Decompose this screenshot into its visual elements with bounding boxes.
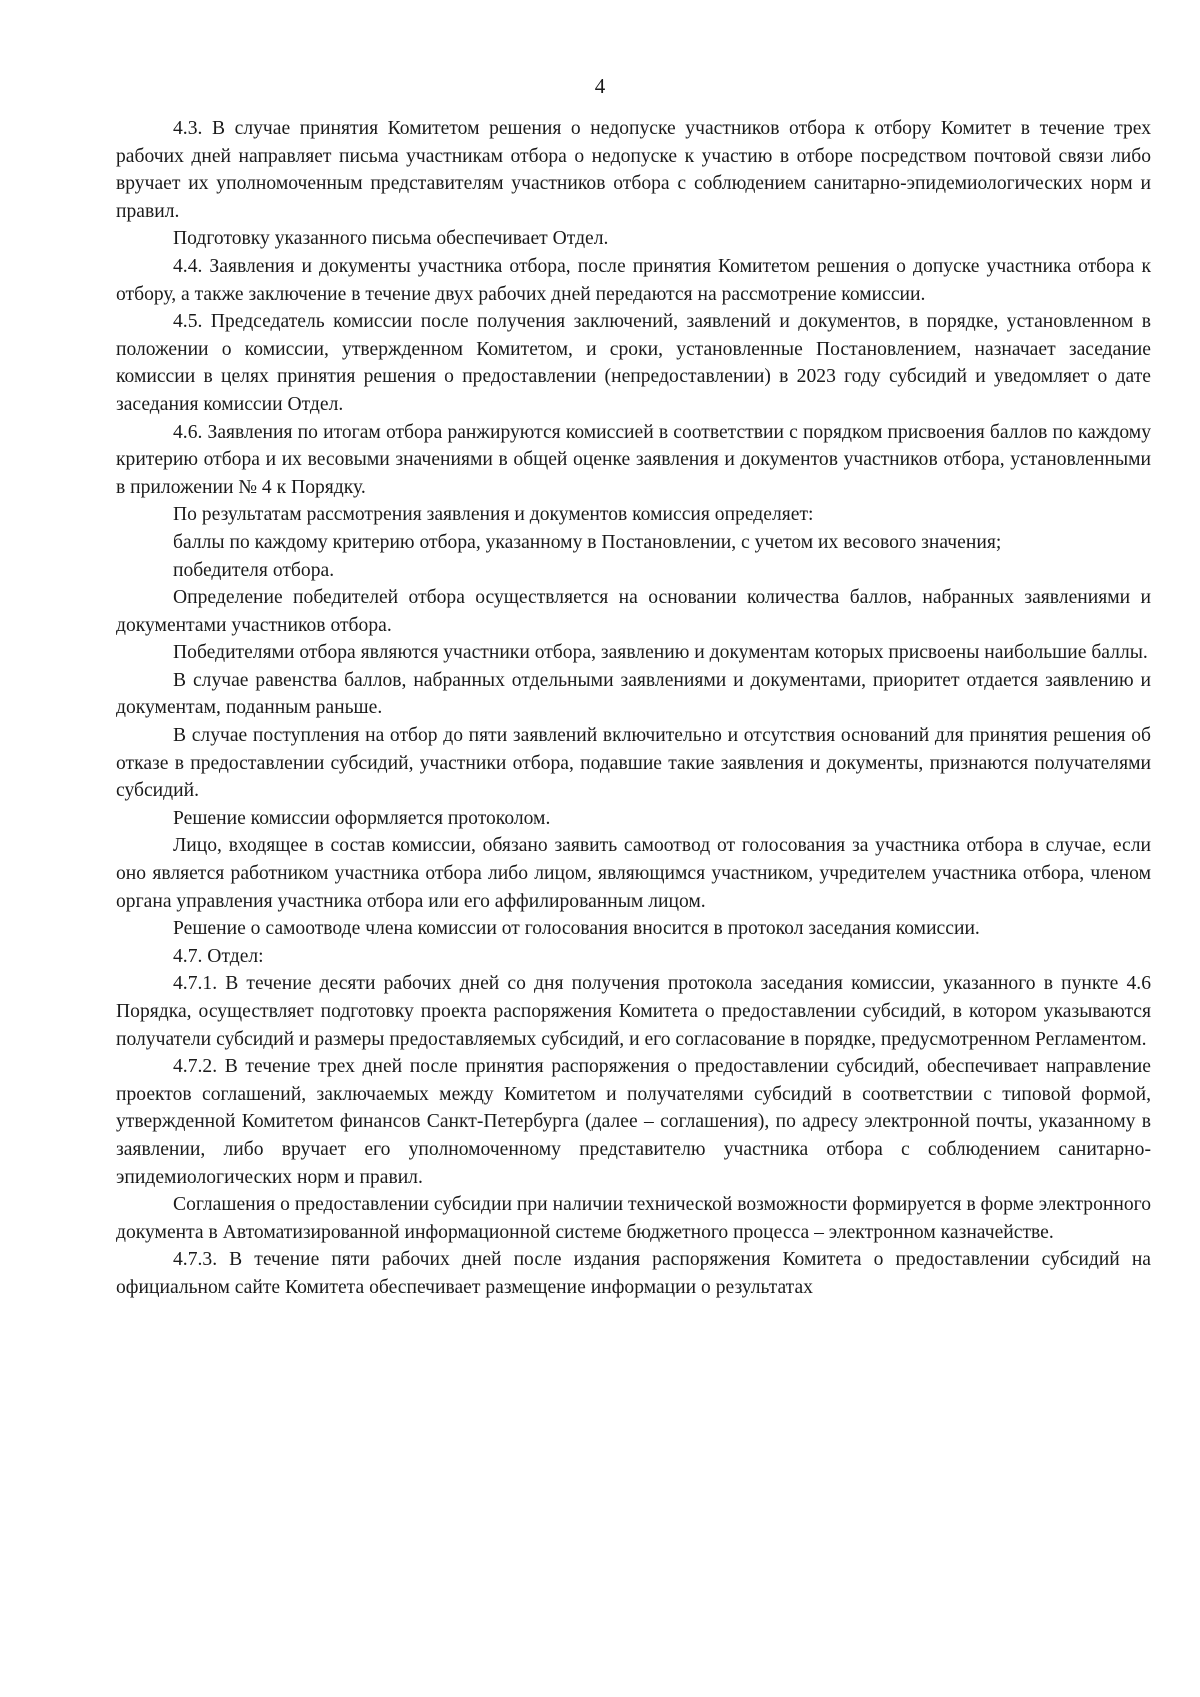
paragraph-five-applications: В случае поступления на отбор до пяти заявлений включительно и отсутствия оснований для принятия решения об отказе в предоставлении субсидий, участники отбора, подавшие такие заявления и документы, признаются получателями субсидий. xyxy=(116,725,1151,802)
paragraph-4-5: 4.5. Председатель комиссии после получения заключений, заявлений и документов, в порядке, установленном в положении о комиссии, утвержденном Комитетом, и сроки, установленные Постановлением, назначает заседание комиссии в целях принятия решения о предоставлении (непредоставлении) в 2023 году субсидий и уведомляет о дате заседания комиссии Отдел. xyxy=(116,311,1151,415)
paragraph-winners-definition: Победителями отбора являются участники отбора, заявлению и документам которых присвоены наибольшие баллы. xyxy=(173,642,1148,664)
page-number: 4 xyxy=(594,74,606,98)
paragraph-4-3: 4.3. В случае принятия Комитетом решения о недопуске участников отбора к отбору Комитет в течение трех рабочих дней направляет письма участникам отбора о недопуске к участию в отборе посредством почтовой связи либо вручает их уполномоченным представителям участников отбора с соблюдением санитарно-эпидемиологических норм и правил. xyxy=(116,118,1151,222)
paragraph-recusal-record: Решение о самоотводе члена комиссии от голосования вносится в протокол заседания комиссии. xyxy=(173,918,980,940)
paragraph-4-7-3: 4.7.3. В течение пяти рабочих дней после издания распоряжения Комитета о предоставлении субсидий на официальном сайте Комитета обеспечивает размещение информации о результатах xyxy=(116,1249,1151,1298)
paragraph-review-results: По результатам рассмотрения заявления и документов комиссия определяет: xyxy=(173,504,814,526)
paragraph-winner-determination: Определение победителей отбора осуществляется на основании количества баллов, набранных заявлениями и документами участников отбора. xyxy=(116,587,1151,636)
paragraph-criteria-scores: баллы по каждому критерию отбора, указанному в Постановлении, с учетом их весового значения; xyxy=(173,531,1002,553)
paragraph-letter-preparation: Подготовку указанного письма обеспечивает Отдел. xyxy=(173,228,609,250)
document-body xyxy=(116,115,1151,1302)
paragraph-protocol: Решение комиссии оформляется протоколом. xyxy=(173,807,551,829)
paragraph-4-7-1: 4.7.1. В течение десяти рабочих дней со дня получения протокола заседания комиссии, указанного в пункте 4.6 Порядка, осуществляет подготовку проекта распоряжения Комитета о предоставлении субсидий, в котором указываются получатели субсидий и размеры предоставляемых субсидий, и его согласование в порядке, предусмотренном Регламентом. xyxy=(116,973,1151,1050)
paragraph-equal-scores: В случае равенства баллов, набранных отдельными заявлениями и документами, приоритет отдается заявлению и документам, поданным раньше. xyxy=(116,669,1151,719)
paragraph-4-7: 4.7. Отдел: xyxy=(173,945,264,967)
paragraph-recusal-obligation: Лицо, входящее в состав комиссии, обязано заявить самоотвод от голосования за участника отбора в случае, если оно является работником участника отбора либо лицом, являющимся участником, учредителем участника отбора, членом органа управления участника отбора или его аффилированным лицом. xyxy=(116,835,1151,912)
paragraph-4-4: 4.4. Заявления и документы участника отбора, после принятия Комитетом решения о допуске участника отбора к отбору, а также заключение в течение двух рабочих дней передаются на рассмотрение комиссии. xyxy=(116,255,1151,305)
paragraph-4-6: 4.6. Заявления по итогам отбора ранжируются комиссией в соответствии с порядком присвоения баллов по каждому критерию отбора и их весовыми значениями в общей оценке заявления и документов участников отбора, установленными в приложении № 4 к Порядку. xyxy=(116,421,1151,498)
paragraph-winner: победителя отбора. xyxy=(173,559,335,581)
paragraph-electronic-agreement: Соглашения о предоставлении субсидии при наличии технической возможности формируется в форме электронного документа в Автоматизированной информационной системе бюджетного процесса – электронном казначействе. xyxy=(116,1194,1151,1243)
paragraph-4-7-2: 4.7.2. В течение трех дней после принятия распоряжения о предоставлении субсидий, обеспечивает направление проектов соглашений, заключаемых между Комитетом и получателями субсидий в соответствии с типовой формой, утвержденной Комитетом финансов Санкт-Петербурга (далее – соглашения), по адресу электронной почты, указанному в заявлении, либо вручает его уполномоченному представителю участника отбора с соблюдением санитарно-эпидемиологических норм и правил. xyxy=(116,1056,1151,1188)
